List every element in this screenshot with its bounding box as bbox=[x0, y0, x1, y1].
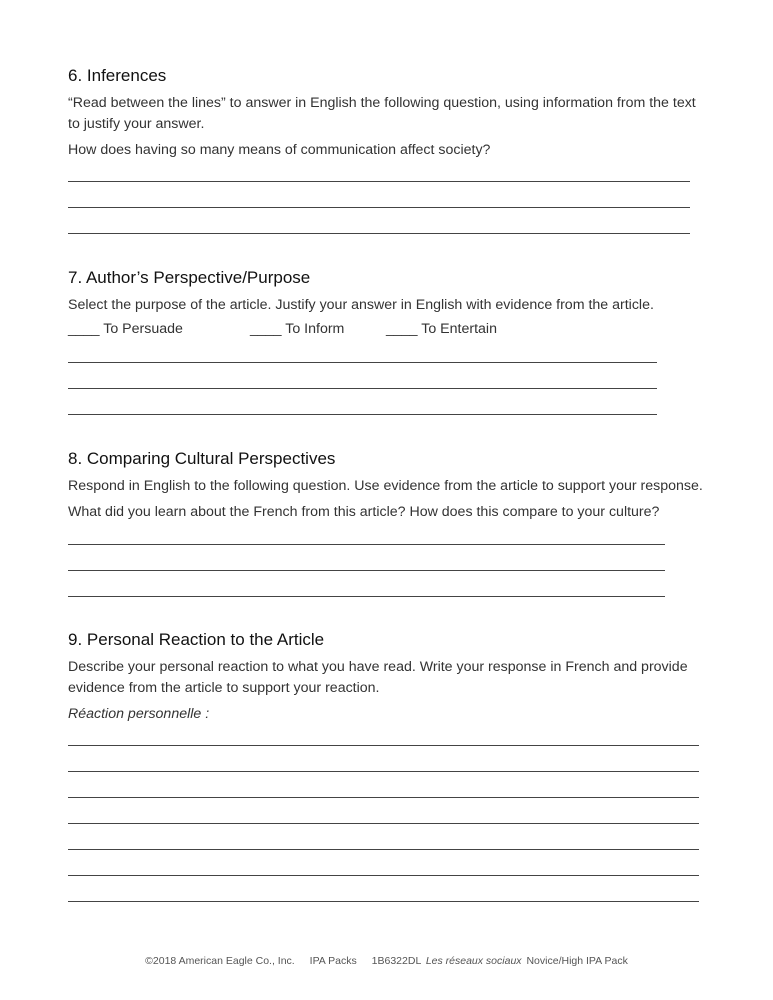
answer-line[interactable] bbox=[68, 388, 657, 389]
answer-line[interactable] bbox=[68, 207, 690, 208]
footer bbox=[0, 955, 773, 967]
answer-line[interactable] bbox=[68, 181, 690, 182]
answer-line[interactable] bbox=[68, 745, 699, 746]
section-9-prompt: Réaction personnelle : bbox=[68, 706, 210, 722]
section-7-instructions: Select the purpose of the article. Justify your answer in English with evidence from the article. bbox=[68, 297, 654, 313]
option-inform[interactable]: ____ To Inform bbox=[250, 321, 345, 337]
section-6-instructions: “Read between the lines” to answer in English the following question, using information from the text to justify your answer. bbox=[68, 95, 696, 132]
answer-line[interactable] bbox=[68, 233, 690, 234]
footer-title: Les réseaux sociaux bbox=[425, 955, 522, 967]
answer-line[interactable] bbox=[68, 771, 699, 772]
footer-level: Novice/High IPA Pack bbox=[526, 955, 628, 967]
option-entertain[interactable]: ____ To Entertain bbox=[386, 321, 497, 337]
section-9-heading: 9. Personal Reaction to the Article bbox=[68, 630, 325, 649]
section-9-instructions: Describe your personal reaction to what you have read. Write your response in French and provide evidence from the article to support your reaction. bbox=[68, 659, 688, 696]
answer-line[interactable] bbox=[68, 797, 699, 798]
footer-code: 1B6322DL bbox=[371, 955, 421, 967]
answer-line[interactable] bbox=[68, 544, 665, 545]
answer-line[interactable] bbox=[68, 901, 699, 902]
section-8-question: What did you learn about the French from this article? How does this compare to your culture? bbox=[68, 504, 660, 520]
section-6-heading: 6. Inferences bbox=[68, 66, 167, 85]
answer-line[interactable] bbox=[68, 596, 665, 597]
footer-series: IPA Packs bbox=[309, 955, 357, 967]
section-7-heading: 7. Author’s Perspective/Purpose bbox=[68, 268, 311, 287]
section-8-heading: 8. Comparing Cultural Perspectives bbox=[68, 449, 336, 468]
answer-line[interactable] bbox=[68, 414, 657, 415]
answer-line[interactable] bbox=[68, 849, 699, 850]
answer-line[interactable] bbox=[68, 362, 657, 363]
option-persuade[interactable]: ____ To Persuade bbox=[68, 321, 183, 337]
answer-line[interactable] bbox=[68, 875, 699, 876]
footer-copyright: ©2018 American Eagle Co., Inc. bbox=[145, 955, 295, 967]
answer-line[interactable] bbox=[68, 570, 665, 571]
section-6-question: How does having so many means of communication affect society? bbox=[68, 142, 491, 158]
answer-line[interactable] bbox=[68, 823, 699, 824]
section-8-instructions: Respond in English to the following question. Use evidence from the article to support your response. bbox=[68, 478, 703, 494]
